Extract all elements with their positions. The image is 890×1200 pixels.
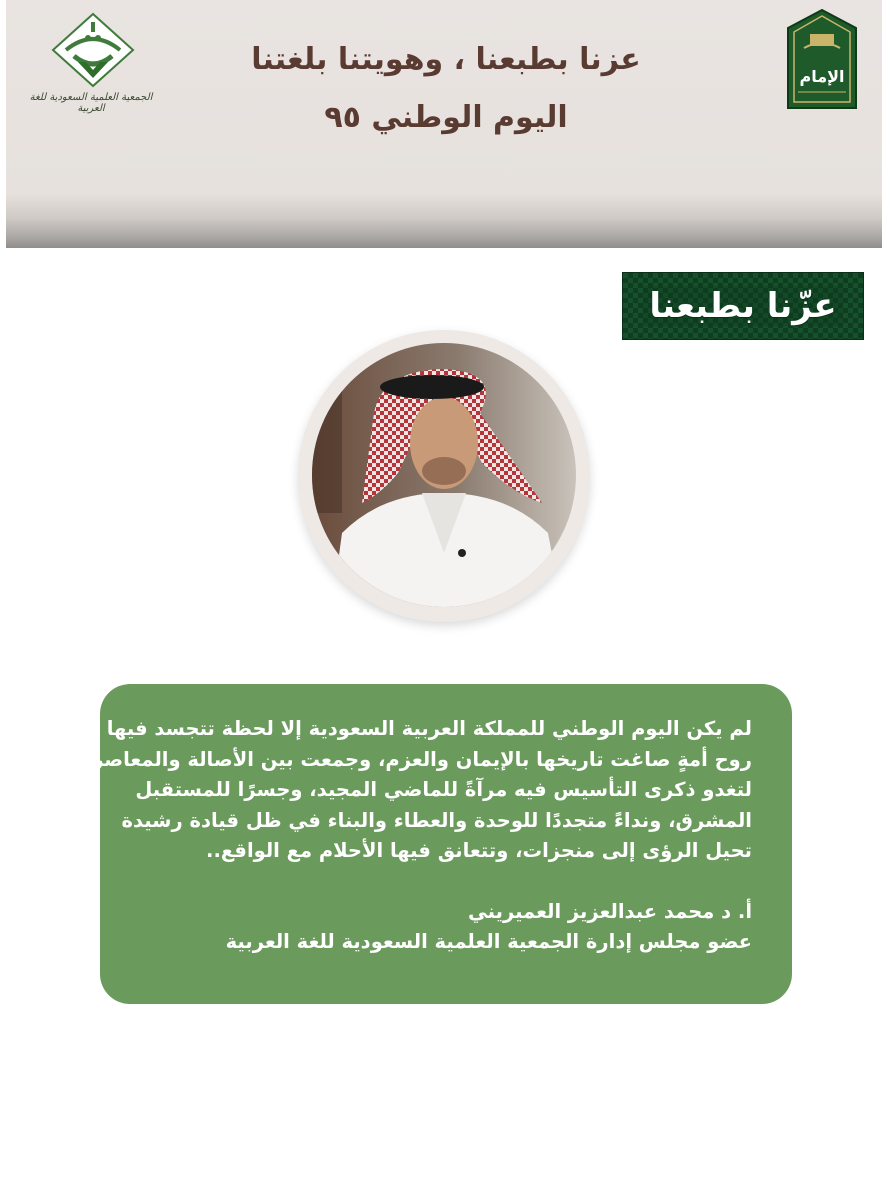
university-logo-icon	[784, 8, 860, 112]
banner-text: عزّنا بطبعنا	[643, 286, 842, 326]
author-portrait-image	[312, 343, 576, 607]
page-title: عزنا بطبعنا ، وهويتنا بلغتنا	[251, 42, 641, 77]
society-logo-caption: الجمعية العلمية السعودية للغة العربية	[29, 92, 153, 114]
quote-line: المشرق، ونداءً متجددًا للوحدة والعطاء والبناء في ظل قيادة رشيدة	[121, 808, 752, 832]
quote-line: تحيل الرؤى إلى منجزات، وتتعانق فيها الأحلام مع الواقع..	[206, 839, 752, 862]
campaign-banner	[622, 272, 864, 340]
quote-line: روح أمةٍ صاغت تاريخها بالإيمان والعزم، وجمعت بين الأصالة والمعاصرة،	[73, 747, 752, 771]
quote-line: لم يكن اليوم الوطني للمملكة العربية السعودية إلا لحظة تتجسد فيها	[106, 717, 752, 740]
header-band	[6, 0, 882, 248]
quote-line: لتغدو ذكرى التأسيس فيه مرآةً للماضي المجيد، وجسرًا للمستقبل	[135, 778, 752, 801]
university-logo-text: الإمام	[799, 67, 845, 86]
quote-card	[73, 684, 792, 1004]
page-subtitle: اليوم الوطني ٩٥	[324, 100, 568, 135]
author-title: عضو مجلس إدارة الجمعية العلمية السعودية للغة العربية	[225, 930, 752, 953]
author-name: أ. د محمد عبدالعزيز العميريني	[467, 899, 752, 923]
quote-text	[73, 714, 752, 958]
